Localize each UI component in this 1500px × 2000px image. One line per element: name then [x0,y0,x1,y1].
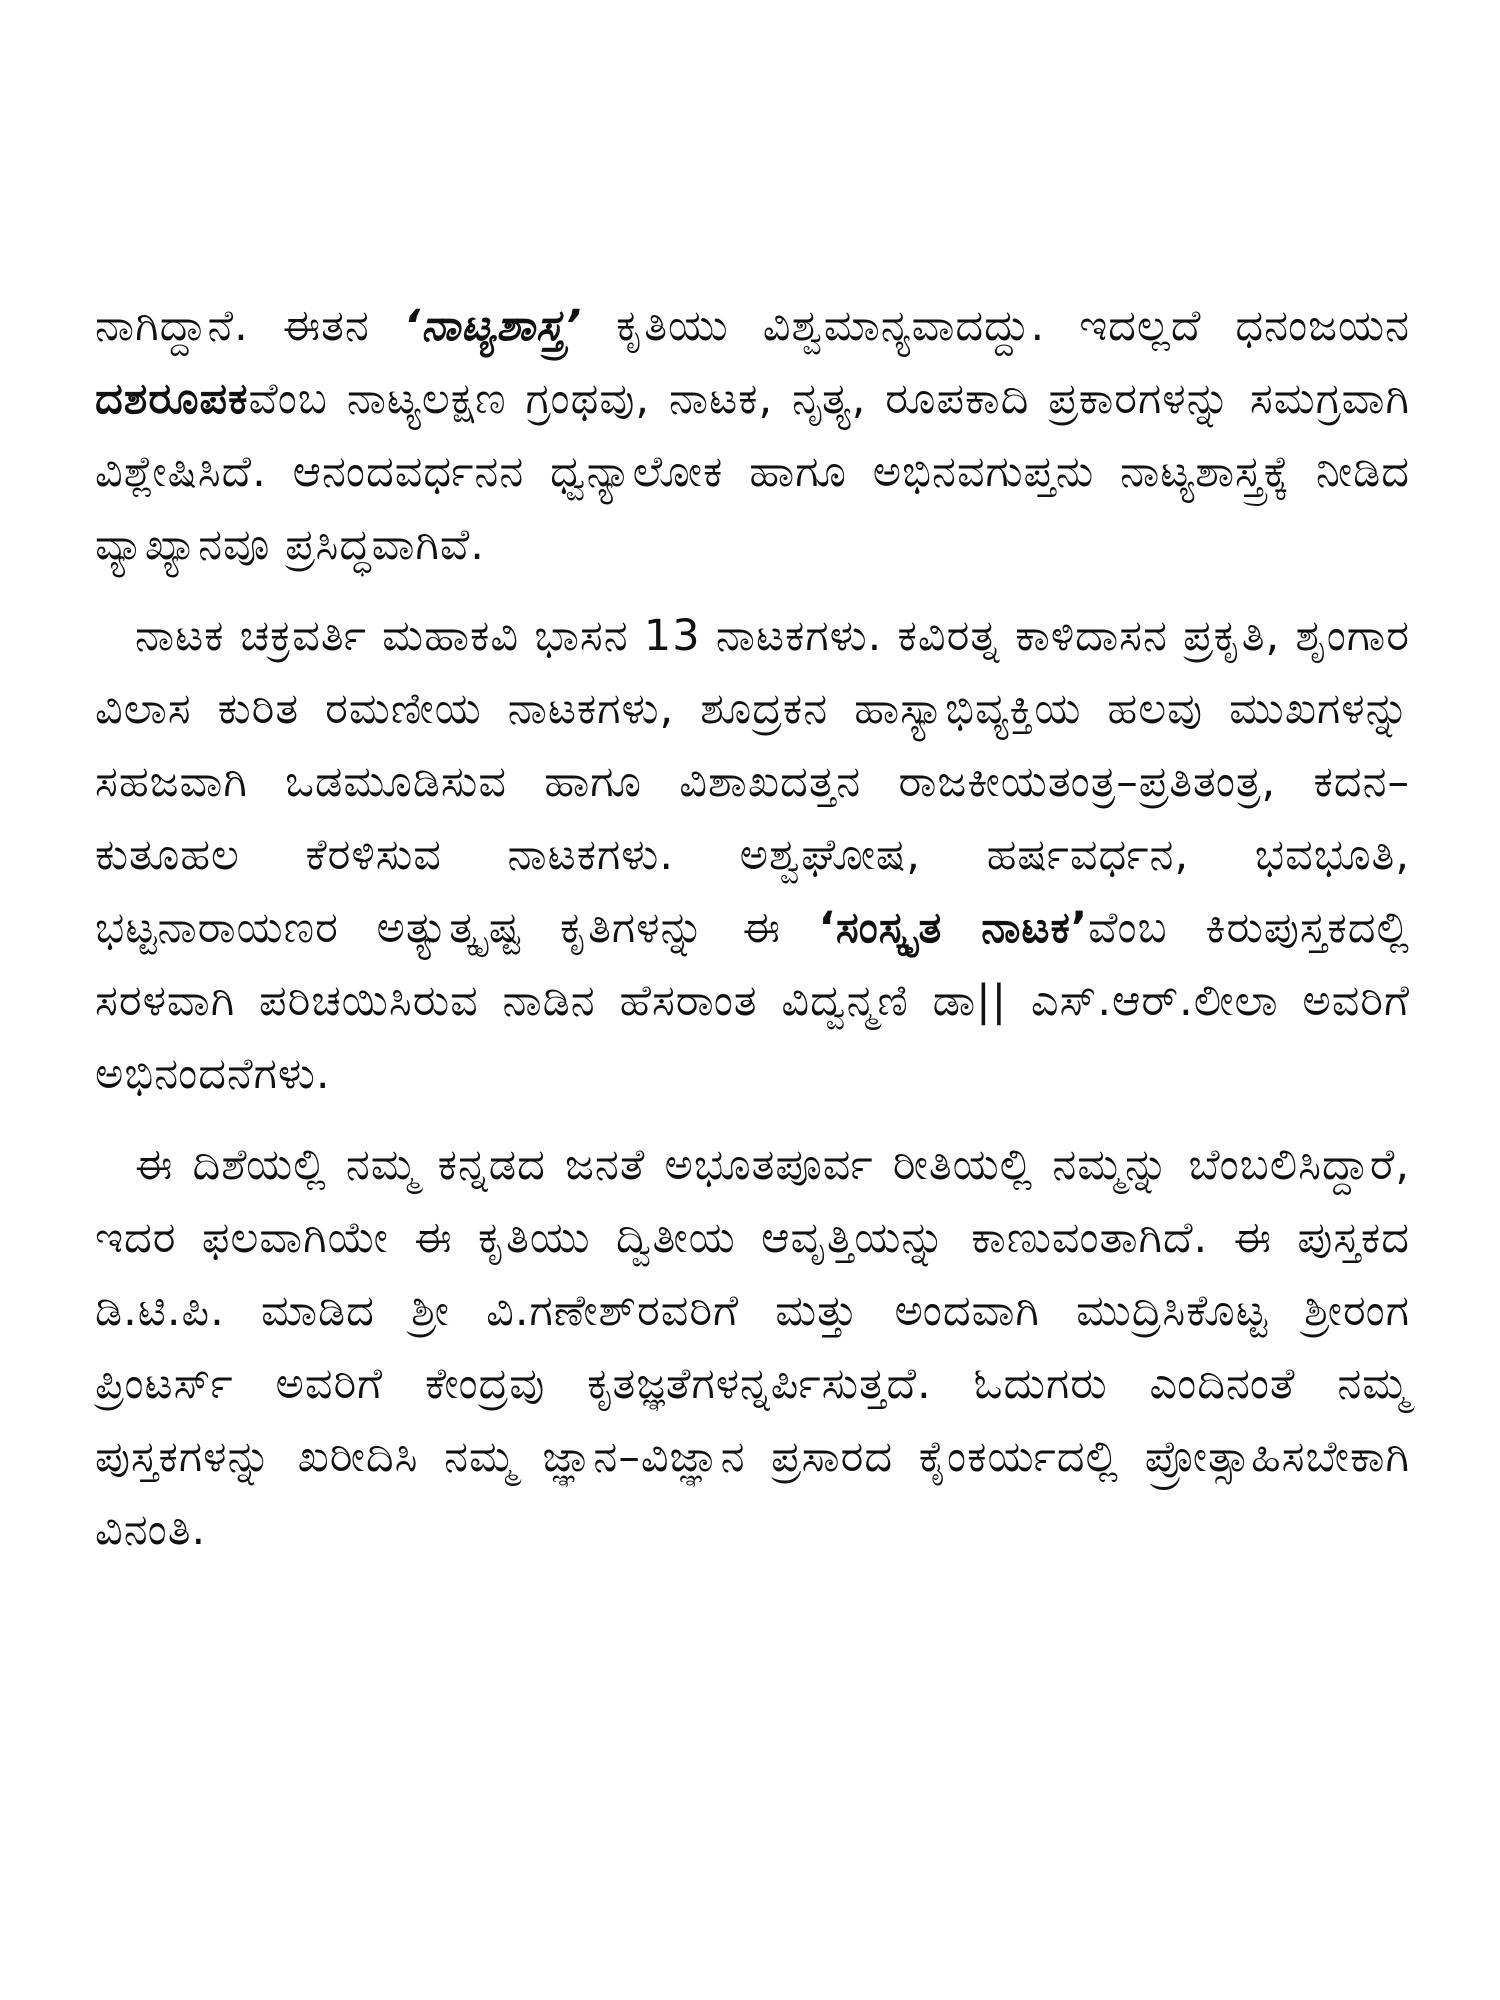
document-page [95,290,1410,1585]
text-segment: ಈ ದಿಶೆಯಲ್ಲಿ ನಮ್ಮ ಕನ್ನಡದ ಜನತೆ ಅಭೂತಪೂರ್ವ ರೀತಿಯಲ್ಲಿ ನಮ್ಮನ್ನು ಬೆಂಬಲಿಸಿದ್ದಾರೆ, ಇದರ ಫಲವಾಗಿಯೇ ಈ ಕೃತಿಯು ದ್ವಿತೀಯ ಆವೃತ್ತಿಯನ್ನು ಕಾಣುವಂತಾಗಿದೆ. ಈ ಪುಸ್ತಕದ ಡಿ.ಟಿ.ಪಿ. ಮಾಡಿದ ಶ್ರೀ ವಿ.ಗಣೇಶ್‌ರವರಿಗೆ ಮತ್ತು ಅಂದವಾಗಿ ಮುದ್ರಿಸಿಕೊಟ್ಟ ಶ್ರೀರಂಗ ಪ್ರಿಂಟರ್ಸ್ ಅವರಿಗೆ ಕೇಂದ್ರವು ಕೃತಜ್ಞತೆಗಳನ್ನರ್ಪಿಸುತ್ತದೆ. ಓದುಗರು ಎಂದಿನಂತೆ ನಮ್ಮ ಪುಸ್ತಕಗಳನ್ನು ಖರೀದಿಸಿ ನಮ್ಮ ಜ್ಞಾನ–ವಿಜ್ಞಾನ ಪ್ರಸಾರದ ಕೈಂಕರ್ಯದಲ್ಲಿ ಪ್ರೋತ್ಸಾಹಿಸಬೇಕಾಗಿ ವಿನಂತಿ. [95,1140,1410,1555]
work-title-dasharupaka: ದಶರೂಪಕ [95,374,249,424]
work-title-natyashastra: ‘ನಾಟ್ಯಶಾಸ್ತ್ರ’ [403,301,583,351]
text-segment: ವೆಂಬ ನಾಟ್ಯಲಕ್ಷಣ ಗ್ರಂಥವು, ನಾಟಕ, ನೃತ್ಯ, ರೂಪಕಾದಿ ಪ್ರಕಾರಗಳನ್ನು ಸಮಗ್ರವಾಗಿ ವಿಶ್ಲೇಷಿಸಿದೆ. ಆನಂದವರ್ಧನನ ಧ್ವನ್ಯಾಲೋಕ ಹಾಗೂ ಅಭಿನವಗುಪ್ತನು ನಾಟ್ಯಶಾಸ್ತ್ರಕ್ಕೆ ನೀಡಿದ ವ್ಯಾಖ್ಯಾನವೂ ಪ್ರಸಿದ್ಧವಾಗಿವೆ. [95,374,1410,570]
paragraph-1 [95,290,1410,582]
text-segment: ಕೃತಿಯು ವಿಶ್ವಮಾನ್ಯವಾದದ್ದು. ಇದಲ್ಲದೆ ಧನಂಜಯನ [582,301,1410,351]
book-title-sanskrita-nataka: ‘ಸಂಸ್ಕೃತ ನಾಟಕ’ [818,903,1089,953]
paragraph-2 [95,600,1410,1111]
text-segment: ವೆಂಬ ಕಿರುಪುಸ್ತಕದಲ್ಲಿ ಸರಳವಾಗಿ ಪರಿಚಯಿಸಿರುವ ನಾಡಿನ ಹೆಸರಾಂತ ವಿದ್ವನ್ಮಣಿ ಡಾ|| ಎಸ್.ಆರ್.ಲೀಲಾ ಅವರಿಗೆ ಅಭಿನಂದನೆಗಳು. [95,903,1411,1099]
text-segment: ನಾಟಕ ಚಕ್ರವರ್ತಿ ಮಹಾಕವಿ ಭಾಸನ 13 ನಾಟಕಗಳು. ಕವಿರತ್ನ ಕಾಳಿದಾಸನ ಪ್ರಕೃತಿ, ಶೃಂಗಾರ ವಿಲಾಸ ಕುರಿತ ರಮಣೀಯ ನಾಟಕಗಳು, ಶೂದ್ರಕನ ಹಾಸ್ಯಾಭಿವ್ಯಕ್ತಿಯ ಹಲವು ಮುಖಗಳನ್ನು ಸಹಜವಾಗಿ ಒಡಮೂಡಿಸುವ ಹಾಗೂ ವಿಶಾಖದತ್ತನ ರಾಜಕೀಯತಂತ್ರ–ಪ್ರತಿತಂತ್ರ, ಕದನ–ಕುತೂಹಲ ಕೆರಳಿಸುವ ನಾಟಕಗಳು. ಅಶ್ವಘೋಷ, ಹರ್ಷವರ್ಧನ, ಭವಭೂತಿ, ಭಟ್ಟನಾರಾಯಣರ ಅತ್ಯುತ್ಕೃಷ್ಟ ಕೃತಿಗಳನ್ನು ಈ [95,611,1410,953]
paragraph-3 [95,1129,1410,1567]
text-segment: ನಾಗಿದ್ದಾನೆ. ಈತನ [95,301,404,351]
